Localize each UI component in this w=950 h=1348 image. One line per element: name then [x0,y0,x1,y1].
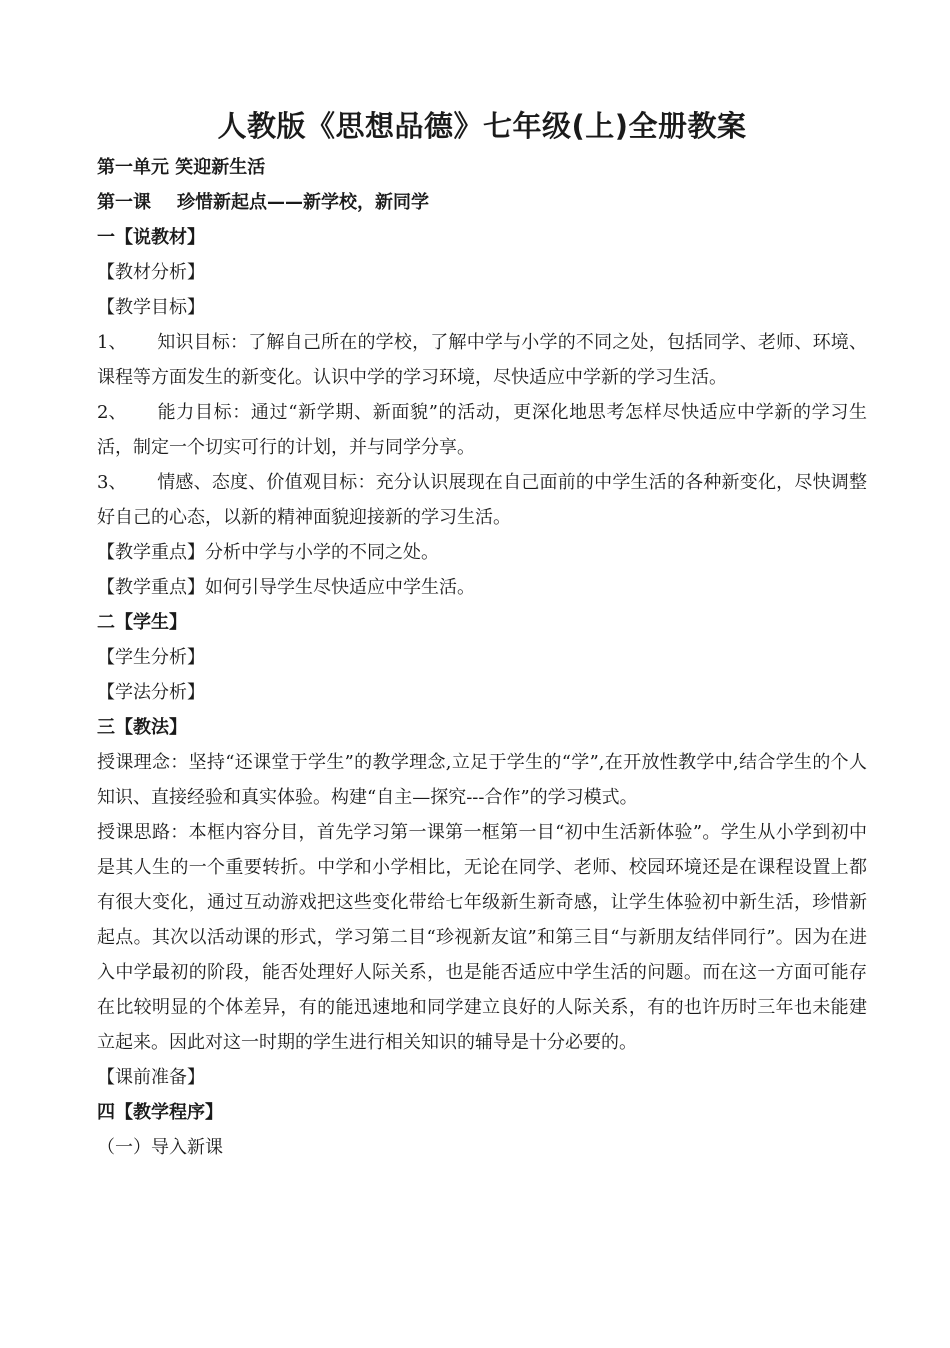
unit-heading: 第一单元 笑迎新生活 [97,157,266,178]
goal-number: 2、 [97,402,127,423]
goal-number: 3、 [97,472,127,493]
goal-text: 知识目标：了解自己所在的学校，了解中学与小学的不同之处，包括同学、老师、环境、课程等方面发生的新变化。认识中学的学习环境，尽快适应中学新的学习生活。 [97,332,867,388]
teaching-approach-paragraph: 授课思路：本框内容分目，首先学习第一课第一框第一目“初中生活新体验”。学生从小学到初中是其人生的一个重要转折。中学和小学相比，无论在同学、老师、校园环境还是在课程设置上都有很大变化，通过互动游戏把这些变化带给七年级新生新奇感，让学生体验初中新生活，珍惜新起点。其次以活动课的形式，学习第二目“珍视新友谊”和第三目“与新朋友结伴同行”。因为在进入中学最初的阶段，能否处理好人际关系，也是能否适应中学生活的问题。而在这一方面可能存在比较明显的个体差异，有的能迅速地和同学建立良好的人际关系，有的也许历时三年也未能建立起来。因此对这一时期的学生进行相关知识的辅导是十分必要的。 [97,822,867,1053]
goal-item-knowledge [97,325,867,395]
section-heading-teaching-method: 三【教法】 [97,717,187,738]
goal-item-emotion [97,465,867,535]
lesson-heading [97,185,867,220]
section-heading-textbook: 一【说教材】 [97,227,205,248]
document-title: 人教版《思想品德》七年级(上)全册教案 [217,109,747,143]
section-heading-teaching-procedure: 四【教学程序】 [97,1102,223,1123]
document-body [97,104,867,1165]
subheading-study-method: 【学法分析】 [97,682,205,703]
step-introduction: （一）导入新课 [97,1137,223,1158]
teaching-philosophy-paragraph: 授课理念：坚持“还课堂于学生”的教学理念,立足于学生的“学”,在开放性教学中,结合学生的个人知识、直接经验和真实体验。构建“自主—探究---合作”的学习模式。 [97,752,867,808]
subheading-student-analysis: 【学生分析】 [97,647,205,668]
goal-item-ability [97,395,867,465]
subheading-teaching-goals: 【教学目标】 [97,297,205,318]
goal-text: 情感、态度、价值观目标：充分认识展现在自己面前的中学生活的各种新变化，尽快调整好自己的心态，以新的精神面貌迎接新的学习生活。 [97,472,867,528]
lesson-number: 第一课 [97,192,151,213]
teaching-difficulty: 【教学重点】如何引导学生尽快适应中学生活。 [97,577,475,598]
lesson-title: 珍惜新起点——新学校，新同学 [177,192,429,213]
goal-text: 能力目标：通过“新学期、新面貌”的活动，更深化地思考怎样尽快适应中学新的学习生活，制定一个切实可行的计划，并与同学分享。 [97,402,867,458]
goal-number: 1、 [97,332,127,353]
subheading-class-preparation: 【课前准备】 [97,1067,205,1088]
section-heading-students: 二【学生】 [97,612,187,633]
teaching-key-point: 【教学重点】分析中学与小学的不同之处。 [97,542,439,563]
subheading-textbook-analysis: 【教材分析】 [97,262,205,283]
